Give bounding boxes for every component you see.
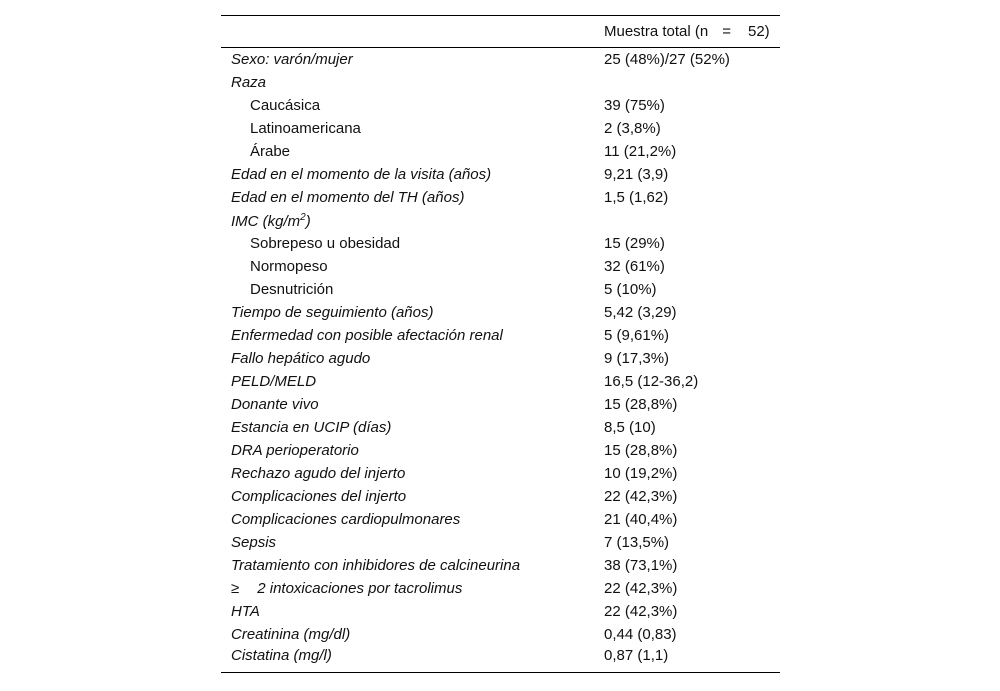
row-label <box>221 623 604 646</box>
row-label-superscript: 2 <box>300 211 306 223</box>
table-row <box>221 531 780 554</box>
header-label-column <box>221 16 604 48</box>
row-label-text: Tiempo de seguimiento (años) <box>231 304 434 321</box>
row-label-text: HTA <box>231 603 260 620</box>
row-value: 5,42 (3,29) <box>604 304 677 321</box>
row-label <box>221 163 604 186</box>
row-label <box>221 531 604 554</box>
table-row <box>221 347 780 370</box>
row-label-text: Tratamiento con inhibidores de calcineurina <box>231 557 521 574</box>
row-value: 11 (21,2%) <box>604 143 677 160</box>
row-label <box>221 370 604 393</box>
row-label-text: Sexo: varón/mujer <box>231 51 353 68</box>
table-row <box>221 209 780 232</box>
row-value: 15 (28,8%) <box>604 396 678 413</box>
row-label-text: 2 intoxicaciones por tacrolimus <box>257 580 463 597</box>
table-row <box>221 439 780 462</box>
row-label <box>221 439 604 462</box>
row-value: 22 (42,3%) <box>604 488 678 505</box>
row-label-text: Edad en el momento de la visita (años) <box>231 166 492 183</box>
header-total-count: 52) <box>747 23 770 40</box>
row-value: 22 (42,3%) <box>604 603 678 620</box>
row-value: 25 (48%)/27 (52%) <box>604 51 730 68</box>
table-row <box>221 117 780 140</box>
row-label-text: Estancia en UCIP (días) <box>231 419 392 436</box>
table-row <box>221 646 780 673</box>
row-value: 10 (19,2%) <box>604 465 678 482</box>
table-row <box>221 301 780 324</box>
row-value: 15 (28,8%) <box>604 442 678 459</box>
row-value: 15 (29%) <box>604 235 665 252</box>
table-row <box>221 278 780 301</box>
table-row <box>221 71 780 94</box>
header-total-sample <box>604 16 780 48</box>
row-label-text: Normopeso <box>250 258 328 275</box>
row-value: 8,5 (10) <box>604 419 656 436</box>
row-label <box>221 232 604 255</box>
characteristics-table <box>221 15 780 673</box>
row-label <box>221 416 604 439</box>
row-value: 0,87 (1,1) <box>604 646 780 673</box>
header-total-prefix: Muestra total (n <box>604 23 709 40</box>
table-row <box>221 48 780 72</box>
table-row <box>221 416 780 439</box>
row-label <box>221 393 604 416</box>
row-label-text: Donante vivo <box>231 396 319 413</box>
row-label <box>221 577 604 600</box>
row-value: 2 (3,8%) <box>604 120 661 137</box>
row-label <box>221 554 604 577</box>
row-label-text: PELD/MELD <box>231 373 317 390</box>
row-value: 0,44 (0,83) <box>604 626 677 643</box>
row-label <box>221 255 604 278</box>
table-row <box>221 508 780 531</box>
table-row <box>221 577 780 600</box>
row-label <box>221 71 604 94</box>
row-value: 9,21 (3,9) <box>604 166 669 183</box>
row-value: 22 (42,3%) <box>604 580 678 597</box>
row-label-text: Complicaciones del injerto <box>231 488 407 505</box>
characteristics-table-container <box>221 15 780 673</box>
row-label <box>221 140 604 163</box>
table-row <box>221 163 780 186</box>
row-label-text: Enfermedad con posible afectación renal <box>231 327 503 344</box>
row-label-text: Fallo hepático agudo <box>231 350 371 367</box>
row-label <box>221 485 604 508</box>
row-label-text: Sepsis <box>231 534 277 551</box>
row-label <box>221 186 604 209</box>
row-value: 5 (9,61%) <box>604 327 670 344</box>
table-row <box>221 623 780 646</box>
row-label-text: Sobrepeso u obesidad <box>250 235 401 252</box>
row-label-text: Desnutrición <box>250 281 334 298</box>
row-value: 16,5 (12-36,2) <box>604 373 699 390</box>
row-label-text: Edad en el momento del TH (años) <box>231 189 465 206</box>
row-label <box>221 94 604 117</box>
table-row <box>221 232 780 255</box>
table-row <box>221 94 780 117</box>
row-label <box>221 209 604 232</box>
row-value: 39 (75%) <box>604 97 665 114</box>
row-label <box>221 462 604 485</box>
row-label <box>221 301 604 324</box>
row-value: 7 (13,5%) <box>604 534 670 551</box>
row-label-text: DRA perioperatorio <box>231 442 359 459</box>
table-header-row <box>221 16 780 48</box>
row-label-text: Caucásica <box>250 97 321 114</box>
table-row <box>221 554 780 577</box>
table-body <box>221 48 780 673</box>
table-row <box>221 600 780 623</box>
row-value: 1,5 (1,62) <box>604 189 669 206</box>
row-label-text: Árabe <box>250 143 291 160</box>
row-value: 5 (10%) <box>604 281 657 298</box>
row-label <box>221 600 604 623</box>
row-value: 32 (61%) <box>604 258 665 275</box>
row-value <box>604 209 780 232</box>
row-label <box>221 117 604 140</box>
row-label-text: IMC (kg/m <box>231 212 301 230</box>
row-label-text: Rechazo agudo del injerto <box>231 465 406 482</box>
table-row <box>221 370 780 393</box>
row-label <box>221 508 604 531</box>
row-label-text: Raza <box>231 74 267 91</box>
table-row <box>221 393 780 416</box>
row-label <box>221 646 604 673</box>
table-row <box>221 140 780 163</box>
row-label-text: Latinoamericana <box>250 120 361 137</box>
table-row <box>221 186 780 209</box>
table-row <box>221 255 780 278</box>
row-label-suffix: ) <box>305 212 311 230</box>
table-row <box>221 485 780 508</box>
row-value: 9 (17,3%) <box>604 350 670 367</box>
row-label-prefix: ≥ <box>231 580 240 597</box>
header-total-equals: = <box>722 23 731 40</box>
row-label-text: Cistatina (mg/l) <box>231 647 332 664</box>
row-value <box>604 71 780 94</box>
row-label-text: Creatinina (mg/dl) <box>231 626 351 643</box>
row-label <box>221 324 604 347</box>
row-value: 38 (73,1%) <box>604 557 678 574</box>
row-label <box>221 347 604 370</box>
table-row <box>221 462 780 485</box>
row-label-text: Complicaciones cardiopulmonares <box>231 511 461 528</box>
row-label <box>221 48 604 72</box>
row-label <box>221 278 604 301</box>
table-row <box>221 324 780 347</box>
row-value: 21 (40,4%) <box>604 511 678 528</box>
